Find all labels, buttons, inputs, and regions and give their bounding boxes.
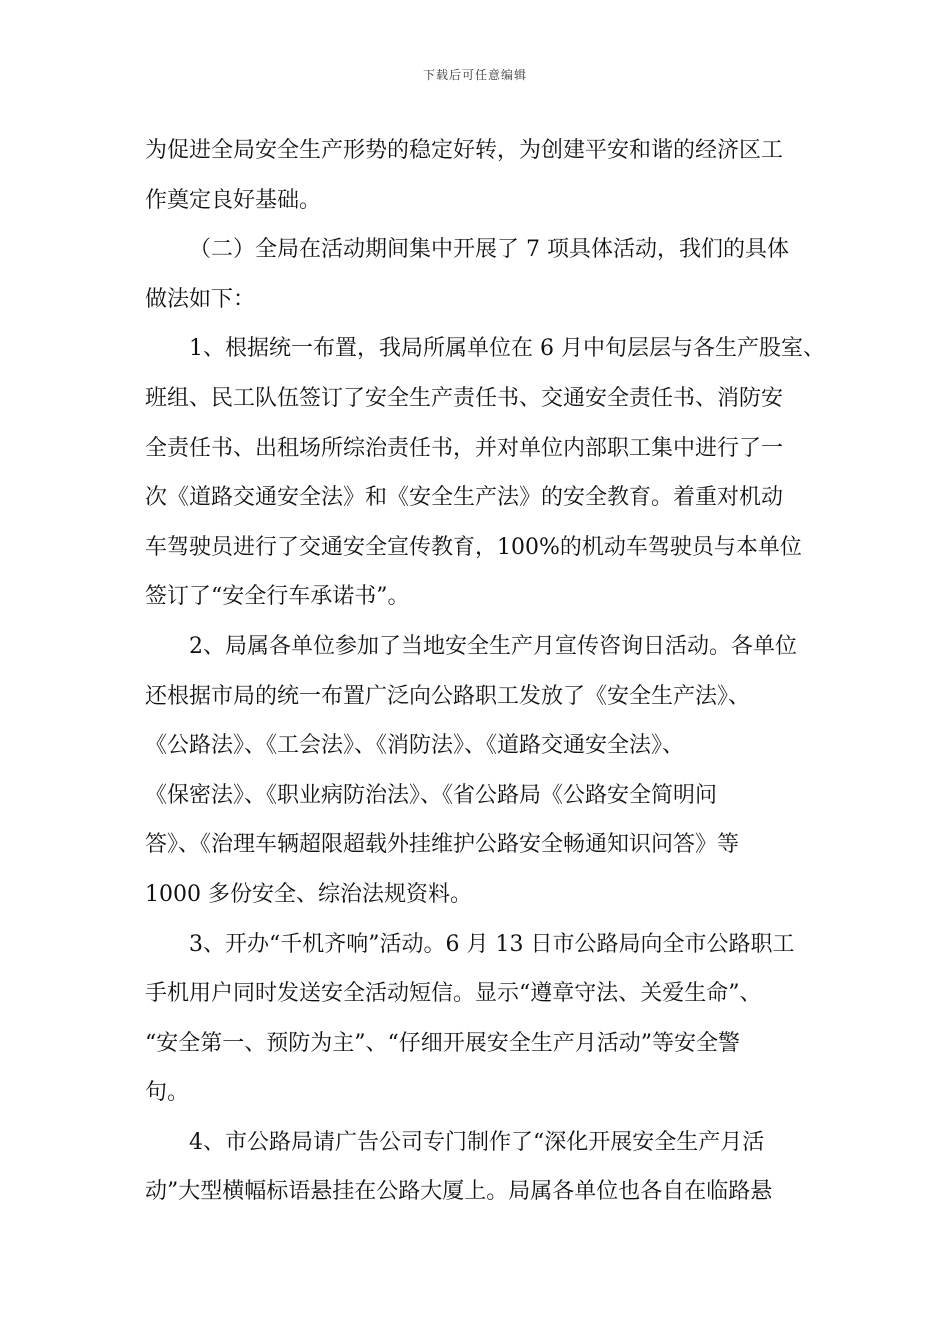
text-line: 《保密法》、《职业病防治法》、《省公路局《公路安全简明问 bbox=[145, 782, 718, 808]
text-line: “安全第一、预防为主”、“仔细开展安全生产月活动”等安全警 bbox=[145, 1030, 740, 1056]
text-line: 班组、民工队伍签订了安全生产责任书、交通安全责任书、消防安 bbox=[145, 385, 784, 411]
text-line: 手机用户同时发送安全活动短信。显示“遵章守法、关爱生命”、 bbox=[145, 981, 762, 1007]
document-body bbox=[145, 126, 825, 1217]
text-line: （二）全局在活动期间集中开展了 7 项具体活动，我们的具体 bbox=[189, 237, 789, 263]
text-line: 2、局属各单位参加了当地安全生产月宣传咨询日活动。各单位 bbox=[189, 633, 797, 659]
text-line: 车驾驶员进行了交通安全宣传教育，100%的机动车驾驶员与本单位 bbox=[145, 534, 802, 560]
text-line: 次《道路交通安全法》和《安全生产法》的安全教育。着重对机动 bbox=[145, 485, 784, 511]
text-line: 《公路法》、《工会法》、《消防法》、《道路交通安全法》、 bbox=[145, 733, 685, 759]
text-line: 1、根据统一布置，我局所属单位在 6 月中旬层层与各生产股室、 bbox=[189, 336, 825, 362]
text-line: 答》、《治理车辆超限超载外挂维护公路安全畅通知识问答》等 bbox=[145, 832, 740, 858]
text-line: 动”大型横幅标语悬挂在公路大厦上。局属各单位也各自在临路悬 bbox=[145, 1179, 773, 1205]
text-line: 3、开办“千机齐响”活动。6 月 13 日市公路局向全市公路职工 bbox=[189, 931, 795, 957]
text-line: 句。 bbox=[145, 1080, 190, 1106]
text-line: 作奠定良好基础。 bbox=[145, 187, 322, 213]
text-line: 签订了“安全行车承诺书”。 bbox=[145, 584, 410, 610]
header-note: 下载后可任意编辑 bbox=[422, 68, 527, 82]
text-line: 还根据市局的统一布置广泛向公路职工发放了《安全生产法》、 bbox=[145, 683, 751, 709]
text-line: 1000 多份安全、综治法规资料。 bbox=[145, 881, 472, 907]
text-line: 做法如下： bbox=[145, 286, 256, 312]
text-line: 为促进全局安全生产形势的稳定好转，为创建平安和谐的经济区工 bbox=[145, 138, 784, 163]
text-line: 4、市公路局请广告公司专门制作了“深化开展安全生产月活 bbox=[189, 1129, 765, 1155]
text-line: 全责任书、出租场所综治责任书，并对单位内部职工集中进行了一 bbox=[145, 435, 784, 461]
